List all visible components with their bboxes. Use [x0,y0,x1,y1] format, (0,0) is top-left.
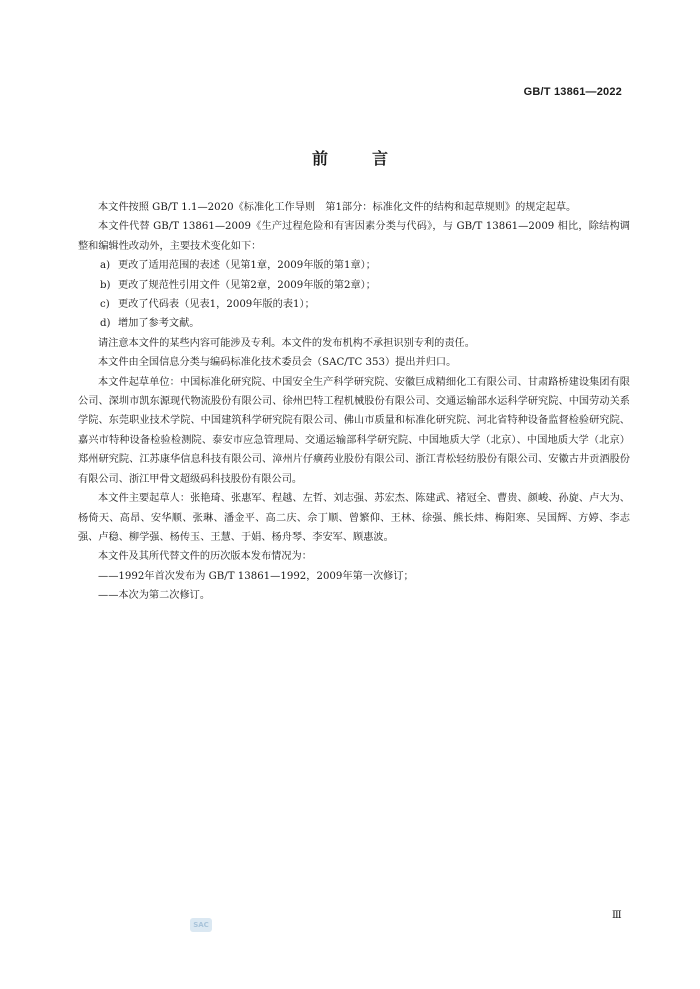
paragraph-drafting-rules: 本文件按照 GB/T 1.1—2020《标准化工作导则 第1部分：标准化文件的结构和起草规则》的规定起草。 [98,202,577,213]
list-item [78,276,630,295]
history-item: ——1992年首次发布为 GB/T 13861—1992，2009年第一次修订； [98,570,414,582]
list-item-text: 更改了适用范围的表述（见第1章，2009年版的第1章）； [118,260,376,272]
list-marker: b) [100,279,111,291]
paragraph-drafting-units: 本文件起草单位：中国标准化研究院、中国安全生产科学研究院、安徽巨成精细化工有限公司、甘肃路桥建设集团有限公司、深圳市凯东源现代物流股份有限公司、徐州巴特工程机械股份有限公司、交通运输部水运科学研究院、中国劳动关系学院、东莞职业技术学院、中国建筑科学研究院有限公司、佛山市质量和标准化研究院、河北省特种设备监督检验研究院、嘉兴市特种设备检验检测院、泰安市应急管理局、交通运输部科学研究院、中国地质大学（北京）、中国地质大学（北京）郑州研究院、江苏康华信息科技有限公司、漳州片仔癀药业股份有限公司、浙江青松轻纺股份有限公司、安徽古井贡酒股份有限公司、浙江甲骨文超级码科技股份有限公司。 [78,376,630,485]
list-marker: c) [100,299,110,311]
list-item [78,314,630,333]
list-item-text: 更改了规范性引用文件（见第2章，2009年版的第2章）； [118,279,376,291]
page-title: 前 言 [311,149,402,168]
list-marker: a) [100,260,111,272]
paragraph-drafters: 本文件主要起草人：张艳琦、张惠军、程越、左哲、刘志强、苏宏杰、陈建武、褚冠全、曹贵、颜峻、孙旋、卢大为、杨倚天、高昂、安华顺、张琳、潘金平、高二庆、佘丁顺、曾繁仰、王林、徐强、熊长炜、梅阳寒、吴国辉、方婷、李志强、卢稳、柳学强、杨传玉、王慧、于娟、杨舟琴、李安军、顾惠波。 [78,493,630,543]
paragraph-patent-notice: 请注意本文件的某些内容可能涉及专利。本文件的发布机构不承担识别专利的责任。 [98,337,475,349]
document-body [78,198,630,606]
list-item-text: 增加了参考文献。 [118,318,200,330]
standard-code: GB/T 13861—2022 [523,86,622,98]
list-marker: d) [100,318,111,330]
list-item [78,295,630,314]
paragraph-committee: 本文件由全国信息分类与编码标准化技术委员会（SAC/TC 353）提出并归口。 [98,357,457,369]
list-item-text: 更改了代码表（见表1，2009年版的表1）； [118,299,315,311]
sac-watermark-logo: SAC [190,918,212,932]
list-item [78,256,630,275]
paragraph-replaces: 本文件代替 GB/T 13861—2009《生产过程危险和有害因素分类与代码》，与 GB/T 13861—2009 相比，除结构调整和编辑性改动外，主要技术变化如下： [78,221,630,252]
page-number: Ⅲ [612,910,622,921]
history-item: ——本次为第二次修订。 [98,590,211,602]
paragraph-history-intro: 本文件及其所代替文件的历次版本发布情况为： [98,551,312,563]
